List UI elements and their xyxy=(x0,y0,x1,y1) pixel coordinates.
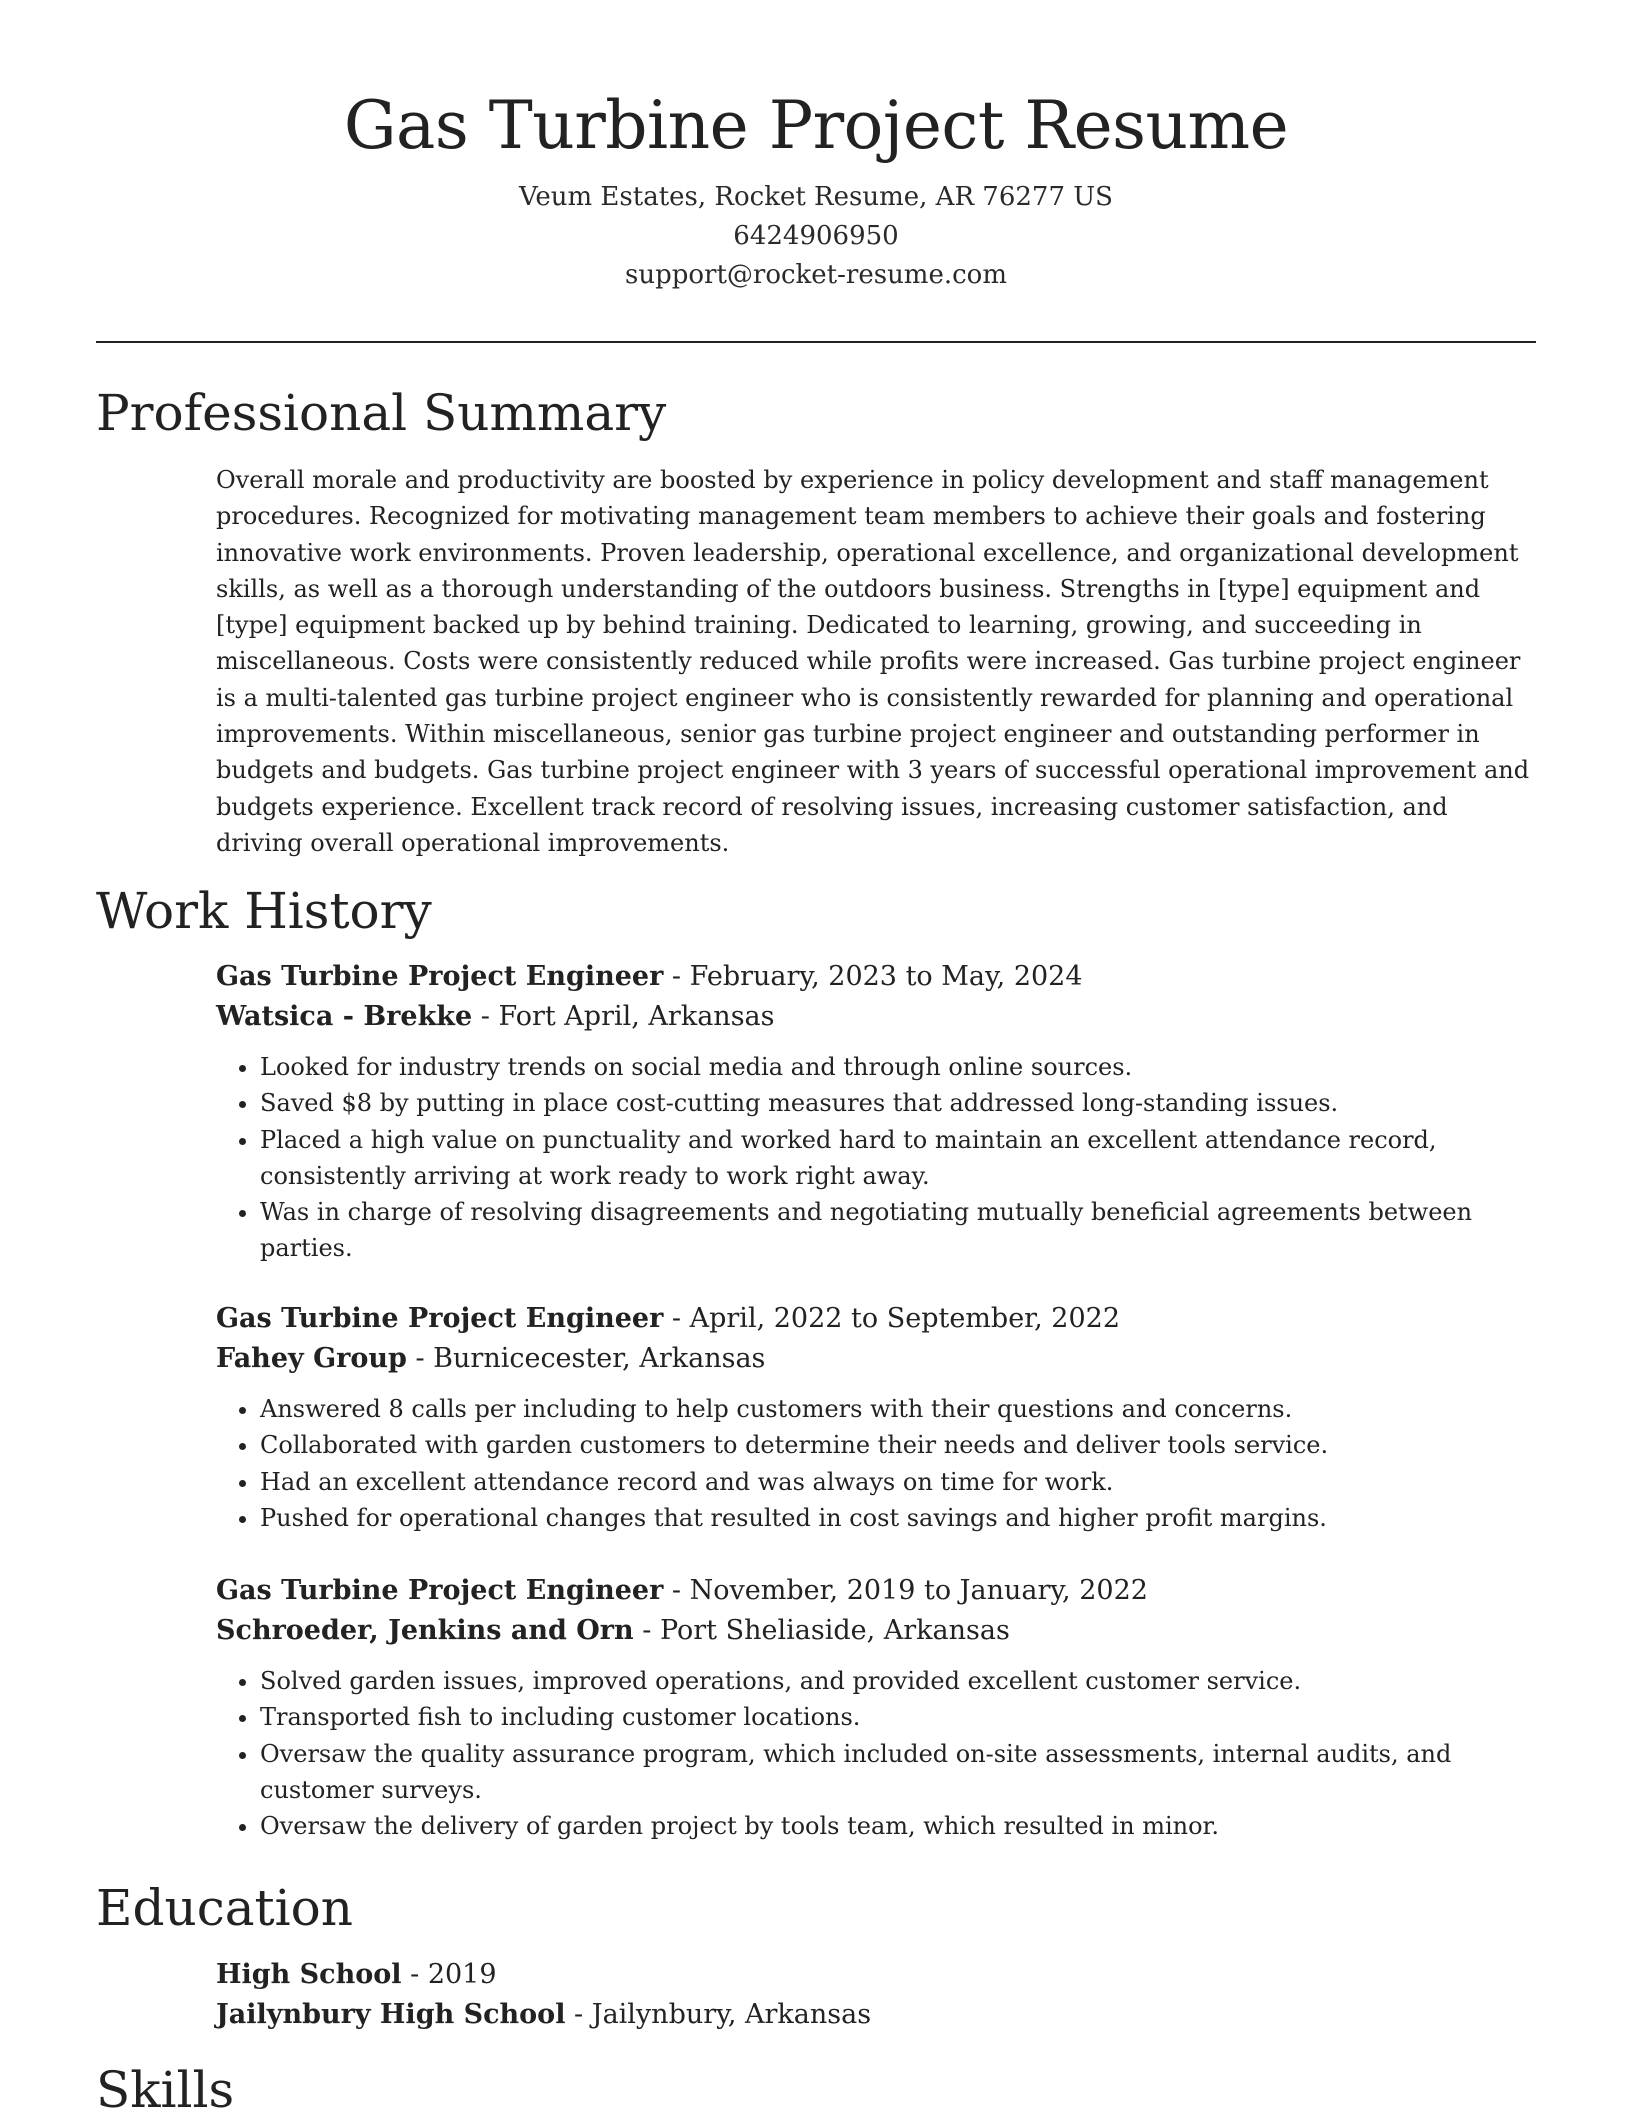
job-bullets xyxy=(216,1049,1536,1267)
section-title-skills: Skills xyxy=(96,2061,235,2112)
job-bullet: • Oversaw the delivery of garden project by tools team, which resulted in minor. xyxy=(260,1808,1536,1844)
job-bullets xyxy=(216,1663,1536,1844)
job-dates: - November, 2019 to January, 2022 xyxy=(663,1575,1148,1606)
summary-text: Overall morale and productivity are boosted by experience in policy development and staff management procedures. Recognized for motivating management team members to achieve their goals and fostering innovative work environments. Proven leadership, operational excellence, and organizational development skills, as well as a thorough understanding of the outdoors business. Strengths in [type] equipment and [type] equipment backed up by behind training. Dedicated to learning, growing, and succeeding in miscellaneous. Costs were consistently reduced while profits were increased. Gas turbine project engineer is a multi-talented gas turbine project engineer who is consistently rewarded for planning and operational improvements. Within miscellaneous, senior gas turbine project engineer and outstanding performer in budgets and budgets. Gas turbine project engineer with 3 years of successful operational improvement and budgets experience. Excellent track record of resolving issues, increasing customer satisfaction, and driving overall operational improvements. xyxy=(216,466,1530,857)
job-dates: - April, 2022 to September, 2022 xyxy=(663,1303,1120,1334)
job-title-line xyxy=(216,1299,1536,1339)
job-entry xyxy=(216,1299,1536,1536)
education-degree-line xyxy=(216,1955,1536,1995)
job-bullet: • Looked for industry trends on social media and through online sources. xyxy=(260,1049,1536,1085)
education-school: Jailynbury High School xyxy=(216,1999,566,2030)
job-entry xyxy=(216,957,1536,1267)
job-company-line xyxy=(216,997,1536,1037)
job-bullet: • Transported fish to including customer locations. xyxy=(260,1699,1536,1735)
education-year: - 2019 xyxy=(401,1959,497,1990)
job-location: - Burnicecester, Arkansas xyxy=(406,1343,766,1374)
job-entry xyxy=(216,1571,1536,1844)
contact-phone: 6424906950 xyxy=(733,221,899,251)
job-title: Gas Turbine Project Engineer xyxy=(216,961,664,992)
job-dates: - February, 2023 to May, 2024 xyxy=(663,961,1083,992)
section-title-summary: Professional Summary xyxy=(96,384,667,442)
job-location: - Fort April, Arkansas xyxy=(472,1001,775,1032)
job-bullet: • Collaborated with garden customers to determine their needs and deliver tools service. xyxy=(260,1427,1536,1463)
education-school-line xyxy=(216,1995,1536,2035)
contact-block xyxy=(96,178,1536,295)
job-bullet: • Placed a high value on punctuality and worked hard to maintain an excellent attendance record, consistently arriving at work ready to work right away. xyxy=(260,1122,1536,1195)
job-title: Gas Turbine Project Engineer xyxy=(216,1575,664,1606)
job-company: Fahey Group xyxy=(216,1343,407,1374)
section-title-work: Work History xyxy=(96,882,432,940)
job-company-line xyxy=(216,1339,1536,1379)
contact-email: support@rocket-resume.com xyxy=(624,260,1007,290)
job-location: - Port Sheliaside, Arkansas xyxy=(633,1615,1010,1646)
job-bullet: • Saved $8 by putting in place cost-cutting measures that addressed long-standing issues. xyxy=(260,1085,1536,1121)
job-title: Gas Turbine Project Engineer xyxy=(216,1303,664,1334)
education-location: - Jailynbury, Arkansas xyxy=(565,1999,872,2030)
education-entry xyxy=(216,1955,1536,2035)
job-company: Watsica - Brekke xyxy=(216,1001,473,1032)
job-company: Schroeder, Jenkins and Orn xyxy=(216,1615,634,1646)
resume-header xyxy=(96,84,1536,295)
job-bullet: • Pushed for operational changes that resulted in cost savings and higher profit margins. xyxy=(260,1500,1536,1536)
job-company-line xyxy=(216,1611,1536,1651)
job-bullets xyxy=(216,1391,1536,1536)
job-bullet: • Oversaw the quality assurance program, which included on-site assessments, internal audits, and customer surveys. xyxy=(260,1736,1536,1809)
job-title-line xyxy=(216,957,1536,997)
job-bullet: • Was in charge of resolving disagreements and negotiating mutually beneficial agreements between parties. xyxy=(260,1194,1536,1267)
job-bullet: • Answered 8 calls per including to help customers with their questions and concerns. xyxy=(260,1391,1536,1427)
header-divider xyxy=(96,341,1536,343)
job-bullet: • Solved garden issues, improved operations, and provided excellent customer service. xyxy=(260,1663,1536,1699)
job-bullet: • Had an excellent attendance record and was always on time for work. xyxy=(260,1464,1536,1500)
education-degree: High School xyxy=(216,1959,402,1990)
job-title-line xyxy=(216,1571,1536,1611)
resume-name: Gas Turbine Project Resume xyxy=(343,87,1289,164)
section-title-education: Education xyxy=(96,1879,353,1937)
contact-address: Veum Estates, Rocket Resume, AR 76277 US xyxy=(518,182,1113,212)
